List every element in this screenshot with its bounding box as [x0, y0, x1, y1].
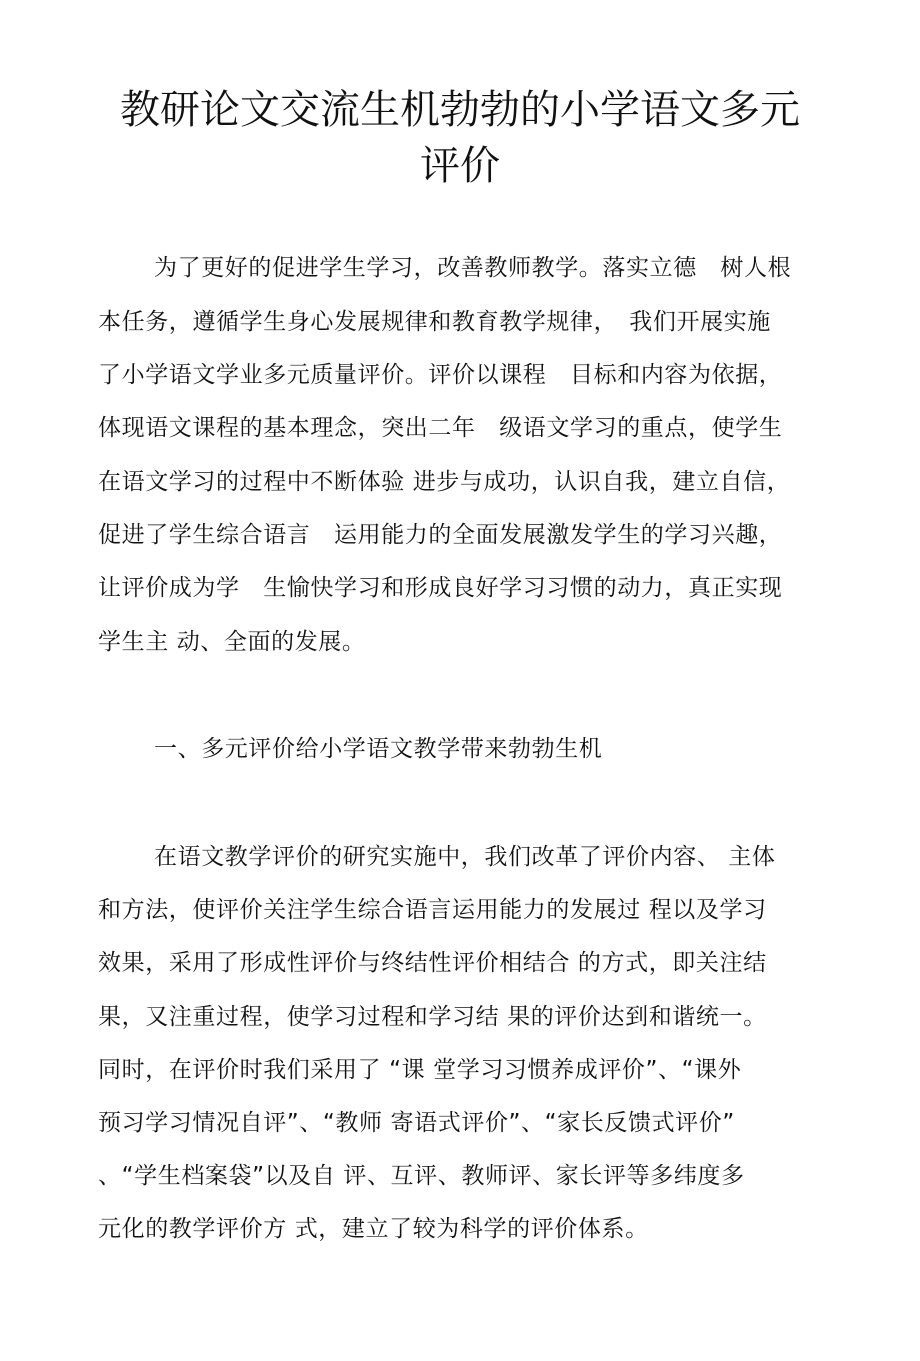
document-title-line-2: 评价 — [420, 143, 500, 189]
document-title-line-1: 教研论文交流生机勃勃的小学语文多元 — [120, 87, 800, 133]
paragraph-line: 同时，在评价时我们采用了 “课 堂学习习惯养成评价”、“课外 — [98, 1057, 742, 1083]
paragraph-line: 效果，采用了形成性评价与终结性评价相结合 的方式，即关注结 — [98, 950, 767, 976]
paragraph-line: 在语文学习的过程中不断体验 进步与成功，认识自我，建立自信， — [98, 469, 791, 495]
paragraph-line: 体现语文课程的基本理念，突出二年 级语文学习的重点，使学生 — [98, 415, 783, 441]
paragraph-line: 学生主 动、全面的发展。 — [98, 629, 366, 655]
paragraph-line: 和方法，使评价关注学生综合语言运用能力的发展过 程以及学习 — [98, 897, 767, 923]
paragraph-line: 为了更好的促进学生学习，改善教师教学。落实立德 树人根 — [154, 255, 792, 281]
paragraph-line: 元化的教学评价方 式，建立了较为科学的评价体系。 — [98, 1216, 649, 1242]
paragraph-line: 在语文教学评价的研究实施中，我们改革了评价内容、 主体 — [154, 844, 776, 870]
paragraph-line: 让评价成为学 生愉快学习和形成良好学习习惯的动力，真正实现 — [98, 575, 783, 601]
paragraph-line: 了小学语文学业多元质量评价。评价以课程 目标和内容为依据， — [98, 362, 783, 388]
paragraph-line: 促进了学生综合语言 运用能力的全面发展激发学生的学习兴趣， — [98, 522, 783, 548]
paragraph-line: 果，又注重过程，使学习过程和学习结 果的评价达到和谐统一。 — [98, 1004, 767, 1030]
paragraph-line: 预习学习情况自评”、“教师 寄语式评价”、“家长反馈式评价” — [98, 1110, 735, 1136]
paragraph-line: 、“学生档案袋”以及自 评、互评、教师评、家长评等多纬度多 — [98, 1163, 745, 1189]
section-heading: 一、多元评价给小学语文教学带来勃勃生机 — [154, 736, 603, 762]
paragraph-line: 本任务，遵循学生身心发展规律和教育教学规律， 我们开展实施 — [98, 309, 771, 335]
